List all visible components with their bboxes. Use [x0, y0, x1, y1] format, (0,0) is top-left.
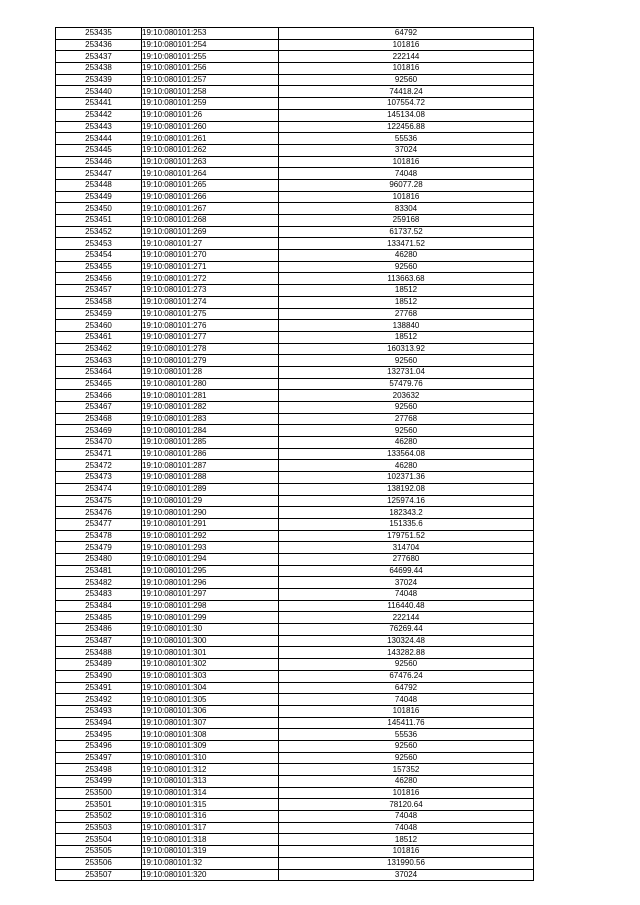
cadastral-code-cell: 19:10:080101:286 — [142, 448, 279, 460]
value-cell: 101816 — [279, 705, 534, 717]
row-id-cell: 253460 — [56, 320, 142, 332]
cadastral-code-cell: 19:10:080101:269 — [142, 226, 279, 238]
row-id-cell: 253495 — [56, 729, 142, 741]
table-row — [56, 63, 534, 75]
table-body — [56, 28, 534, 881]
table-row — [56, 203, 534, 215]
table-row — [56, 483, 534, 495]
cadastral-code-cell: 19:10:080101:314 — [142, 787, 279, 799]
cadastral-code-cell: 19:10:080101:285 — [142, 437, 279, 449]
table-row — [56, 355, 534, 367]
cadastral-code-cell: 19:10:080101:305 — [142, 694, 279, 706]
value-cell: 203632 — [279, 390, 534, 402]
value-cell: 101816 — [279, 191, 534, 203]
table-row — [56, 717, 534, 729]
table-row — [56, 250, 534, 262]
table-row — [56, 869, 534, 881]
cadastral-code-cell: 19:10:080101:273 — [142, 285, 279, 297]
table-row — [56, 437, 534, 449]
cadastral-code-cell: 19:10:080101:258 — [142, 86, 279, 98]
table-row — [56, 331, 534, 343]
table-row — [56, 191, 534, 203]
row-id-cell: 253458 — [56, 296, 142, 308]
cadastral-code-cell: 19:10:080101:253 — [142, 28, 279, 40]
value-cell: 107554.72 — [279, 98, 534, 110]
row-id-cell: 253459 — [56, 308, 142, 320]
value-cell: 277680 — [279, 553, 534, 565]
value-cell: 222144 — [279, 51, 534, 63]
cadastral-code-cell: 19:10:080101:302 — [142, 659, 279, 671]
value-cell: 76269.44 — [279, 624, 534, 636]
table-row — [56, 647, 534, 659]
table-row — [56, 168, 534, 180]
table-row — [56, 822, 534, 834]
row-id-cell: 253468 — [56, 413, 142, 425]
value-cell: 55536 — [279, 133, 534, 145]
table-row — [56, 518, 534, 530]
value-cell: 132731.04 — [279, 366, 534, 378]
row-id-cell: 253451 — [56, 215, 142, 227]
row-id-cell: 253491 — [56, 682, 142, 694]
table-row — [56, 776, 534, 788]
table-row — [56, 635, 534, 647]
row-id-cell: 253450 — [56, 203, 142, 215]
value-cell: 314704 — [279, 542, 534, 554]
cadastral-code-cell: 19:10:080101:306 — [142, 705, 279, 717]
value-cell: 131990.56 — [279, 857, 534, 869]
value-cell: 74048 — [279, 811, 534, 823]
value-cell: 92560 — [279, 74, 534, 86]
cadastral-code-cell: 19:10:080101:262 — [142, 144, 279, 156]
cadastral-code-cell: 19:10:080101:30 — [142, 624, 279, 636]
cadastral-code-cell: 19:10:080101:259 — [142, 98, 279, 110]
cadastral-code-cell: 19:10:080101:288 — [142, 472, 279, 484]
row-id-cell: 253493 — [56, 705, 142, 717]
cadastral-code-cell: 19:10:080101:300 — [142, 635, 279, 647]
value-cell: 83304 — [279, 203, 534, 215]
cadastral-code-cell: 19:10:080101:277 — [142, 331, 279, 343]
row-id-cell: 253438 — [56, 63, 142, 75]
value-cell: 92560 — [279, 659, 534, 671]
table-row — [56, 285, 534, 297]
cadastral-code-cell: 19:10:080101:268 — [142, 215, 279, 227]
table-row — [56, 121, 534, 133]
cadastral-code-cell: 19:10:080101:282 — [142, 402, 279, 414]
row-id-cell: 253490 — [56, 670, 142, 682]
value-cell: 101816 — [279, 156, 534, 168]
table-row — [56, 577, 534, 589]
table-row — [56, 109, 534, 121]
cadastral-code-cell: 19:10:080101:254 — [142, 39, 279, 51]
value-cell: 102371.36 — [279, 472, 534, 484]
cadastral-code-cell: 19:10:080101:272 — [142, 273, 279, 285]
value-cell: 18512 — [279, 834, 534, 846]
row-id-cell: 253440 — [56, 86, 142, 98]
cadastral-code-cell: 19:10:080101:289 — [142, 483, 279, 495]
row-id-cell: 253445 — [56, 144, 142, 156]
table-row — [56, 553, 534, 565]
cadastral-code-cell: 19:10:080101:310 — [142, 752, 279, 764]
cadastral-code-cell: 19:10:080101:318 — [142, 834, 279, 846]
row-id-cell: 253496 — [56, 740, 142, 752]
table-row — [56, 764, 534, 776]
cadastral-code-cell: 19:10:080101:281 — [142, 390, 279, 402]
table-row — [56, 320, 534, 332]
value-cell: 37024 — [279, 577, 534, 589]
row-id-cell: 253457 — [56, 285, 142, 297]
row-id-cell: 253503 — [56, 822, 142, 834]
cadastral-code-cell: 19:10:080101:284 — [142, 425, 279, 437]
row-id-cell: 253436 — [56, 39, 142, 51]
table-row — [56, 694, 534, 706]
row-id-cell: 253471 — [56, 448, 142, 460]
cadastral-code-cell: 19:10:080101:299 — [142, 612, 279, 624]
cadastral-code-cell: 19:10:080101:312 — [142, 764, 279, 776]
table-row — [56, 799, 534, 811]
value-cell: 101816 — [279, 846, 534, 858]
value-cell: 61737.52 — [279, 226, 534, 238]
table-row — [56, 261, 534, 273]
row-id-cell: 253485 — [56, 612, 142, 624]
cadastral-code-cell: 19:10:080101:29 — [142, 495, 279, 507]
table-row — [56, 402, 534, 414]
table-row — [56, 238, 534, 250]
cadastral-code-cell: 19:10:080101:28 — [142, 366, 279, 378]
value-cell: 145411.76 — [279, 717, 534, 729]
cadastral-code-cell: 19:10:080101:278 — [142, 343, 279, 355]
row-id-cell: 253446 — [56, 156, 142, 168]
cadastral-code-cell: 19:10:080101:280 — [142, 378, 279, 390]
value-cell: 78120.64 — [279, 799, 534, 811]
cadastral-code-cell: 19:10:080101:287 — [142, 460, 279, 472]
table-row — [56, 98, 534, 110]
cadastral-code-cell: 19:10:080101:257 — [142, 74, 279, 86]
table-row — [56, 343, 534, 355]
value-cell: 18512 — [279, 331, 534, 343]
row-id-cell: 253465 — [56, 378, 142, 390]
table-row — [56, 589, 534, 601]
cadastral-code-cell: 19:10:080101:32 — [142, 857, 279, 869]
row-id-cell: 253506 — [56, 857, 142, 869]
row-id-cell: 253467 — [56, 402, 142, 414]
cadastral-code-cell: 19:10:080101:260 — [142, 121, 279, 133]
value-cell: 133471.52 — [279, 238, 534, 250]
table-row — [56, 308, 534, 320]
row-id-cell: 253494 — [56, 717, 142, 729]
cadastral-code-cell: 19:10:080101:313 — [142, 776, 279, 788]
cadastral-code-cell: 19:10:080101:265 — [142, 179, 279, 191]
row-id-cell: 253497 — [56, 752, 142, 764]
cadastral-code-cell: 19:10:080101:301 — [142, 647, 279, 659]
row-id-cell: 253480 — [56, 553, 142, 565]
cadastral-code-cell: 19:10:080101:294 — [142, 553, 279, 565]
value-cell: 130324.48 — [279, 635, 534, 647]
value-cell: 259168 — [279, 215, 534, 227]
value-cell: 160313.92 — [279, 343, 534, 355]
row-id-cell: 253456 — [56, 273, 142, 285]
cadastral-code-cell: 19:10:080101:293 — [142, 542, 279, 554]
value-cell: 67476.24 — [279, 670, 534, 682]
cadastral-code-cell: 19:10:080101:261 — [142, 133, 279, 145]
row-id-cell: 253464 — [56, 366, 142, 378]
value-cell: 57479.76 — [279, 378, 534, 390]
value-cell: 92560 — [279, 752, 534, 764]
table-row — [56, 144, 534, 156]
row-id-cell: 253476 — [56, 507, 142, 519]
row-id-cell: 253492 — [56, 694, 142, 706]
value-cell: 151335.6 — [279, 518, 534, 530]
cadastral-code-cell: 19:10:080101:290 — [142, 507, 279, 519]
row-id-cell: 253505 — [56, 846, 142, 858]
cadastral-code-cell: 19:10:080101:267 — [142, 203, 279, 215]
value-cell: 125974.16 — [279, 495, 534, 507]
row-id-cell: 253479 — [56, 542, 142, 554]
table-row — [56, 705, 534, 717]
table-row — [56, 811, 534, 823]
value-cell: 96077.28 — [279, 179, 534, 191]
cadastral-code-cell: 19:10:080101:270 — [142, 250, 279, 262]
row-id-cell: 253500 — [56, 787, 142, 799]
cadastral-code-cell: 19:10:080101:307 — [142, 717, 279, 729]
cadastral-code-cell: 19:10:080101:279 — [142, 355, 279, 367]
value-cell: 157352 — [279, 764, 534, 776]
row-id-cell: 253448 — [56, 179, 142, 191]
value-cell: 27768 — [279, 308, 534, 320]
cadastral-code-cell: 19:10:080101:296 — [142, 577, 279, 589]
table-row — [56, 682, 534, 694]
table-row — [56, 226, 534, 238]
row-id-cell: 253504 — [56, 834, 142, 846]
row-id-cell: 253481 — [56, 565, 142, 577]
value-cell: 143282.88 — [279, 647, 534, 659]
row-id-cell: 253478 — [56, 530, 142, 542]
cadastral-code-cell: 19:10:080101:303 — [142, 670, 279, 682]
table-row — [56, 51, 534, 63]
value-cell: 92560 — [279, 740, 534, 752]
value-cell: 182343.2 — [279, 507, 534, 519]
row-id-cell: 253469 — [56, 425, 142, 437]
cadastral-code-cell: 19:10:080101:316 — [142, 811, 279, 823]
row-id-cell: 253473 — [56, 472, 142, 484]
row-id-cell: 253484 — [56, 600, 142, 612]
table-row — [56, 834, 534, 846]
row-id-cell: 253470 — [56, 437, 142, 449]
value-cell: 37024 — [279, 144, 534, 156]
table-row — [56, 39, 534, 51]
row-id-cell: 253472 — [56, 460, 142, 472]
table-row — [56, 530, 534, 542]
row-id-cell: 253466 — [56, 390, 142, 402]
cadastral-code-cell: 19:10:080101:274 — [142, 296, 279, 308]
table-row — [56, 460, 534, 472]
table-row — [56, 378, 534, 390]
value-cell: 145134.08 — [279, 109, 534, 121]
row-id-cell: 253501 — [56, 799, 142, 811]
cadastral-code-cell: 19:10:080101:315 — [142, 799, 279, 811]
value-cell: 46280 — [279, 437, 534, 449]
cadastral-code-cell: 19:10:080101:297 — [142, 589, 279, 601]
table-row — [56, 729, 534, 741]
row-id-cell: 253437 — [56, 51, 142, 63]
cadastral-code-cell: 19:10:080101:26 — [142, 109, 279, 121]
table-row — [56, 752, 534, 764]
table-row — [56, 74, 534, 86]
cadastral-code-cell: 19:10:080101:264 — [142, 168, 279, 180]
table-row — [56, 472, 534, 484]
value-cell: 113663.68 — [279, 273, 534, 285]
cadastral-code-cell: 19:10:080101:308 — [142, 729, 279, 741]
value-cell: 222144 — [279, 612, 534, 624]
row-id-cell: 253435 — [56, 28, 142, 40]
cadastral-code-cell: 19:10:080101:304 — [142, 682, 279, 694]
value-cell: 74048 — [279, 168, 534, 180]
table-row — [56, 413, 534, 425]
value-cell: 46280 — [279, 250, 534, 262]
value-cell: 64792 — [279, 28, 534, 40]
row-id-cell: 253453 — [56, 238, 142, 250]
cadastral-code-cell: 19:10:080101:309 — [142, 740, 279, 752]
cadastral-code-cell: 19:10:080101:276 — [142, 320, 279, 332]
cadastral-code-cell: 19:10:080101:255 — [142, 51, 279, 63]
value-cell: 122456.88 — [279, 121, 534, 133]
cadastral-code-cell: 19:10:080101:263 — [142, 156, 279, 168]
row-id-cell: 253443 — [56, 121, 142, 133]
row-id-cell: 253482 — [56, 577, 142, 589]
table-row — [56, 787, 534, 799]
table-row — [56, 846, 534, 858]
value-cell: 37024 — [279, 869, 534, 881]
value-cell: 138840 — [279, 320, 534, 332]
value-cell: 18512 — [279, 285, 534, 297]
value-cell: 92560 — [279, 402, 534, 414]
value-cell: 138192.08 — [279, 483, 534, 495]
row-id-cell: 253444 — [56, 133, 142, 145]
row-id-cell: 253452 — [56, 226, 142, 238]
cadastral-code-cell: 19:10:080101:27 — [142, 238, 279, 250]
table-row — [56, 133, 534, 145]
value-cell: 46280 — [279, 460, 534, 472]
table-row — [56, 215, 534, 227]
cadastral-code-cell: 19:10:080101:298 — [142, 600, 279, 612]
value-cell: 116440.48 — [279, 600, 534, 612]
row-id-cell: 253461 — [56, 331, 142, 343]
row-id-cell: 253442 — [56, 109, 142, 121]
table-row — [56, 565, 534, 577]
cadastral-code-cell: 19:10:080101:320 — [142, 869, 279, 881]
cadastral-code-cell: 19:10:080101:266 — [142, 191, 279, 203]
row-id-cell: 253462 — [56, 343, 142, 355]
row-id-cell: 253486 — [56, 624, 142, 636]
row-id-cell: 253502 — [56, 811, 142, 823]
value-cell: 64792 — [279, 682, 534, 694]
value-cell: 101816 — [279, 39, 534, 51]
table-row — [56, 273, 534, 285]
cadastral-code-cell: 19:10:080101:283 — [142, 413, 279, 425]
value-cell: 55536 — [279, 729, 534, 741]
cadastral-code-cell: 19:10:080101:275 — [142, 308, 279, 320]
value-cell: 133564.08 — [279, 448, 534, 460]
row-id-cell: 253507 — [56, 869, 142, 881]
row-id-cell: 253454 — [56, 250, 142, 262]
table-row — [56, 179, 534, 191]
data-table — [55, 27, 534, 881]
table-row — [56, 507, 534, 519]
row-id-cell: 253498 — [56, 764, 142, 776]
value-cell: 74418.24 — [279, 86, 534, 98]
value-cell: 92560 — [279, 355, 534, 367]
value-cell: 64699.44 — [279, 565, 534, 577]
row-id-cell: 253455 — [56, 261, 142, 273]
row-id-cell: 253463 — [56, 355, 142, 367]
cadastral-code-cell: 19:10:080101:256 — [142, 63, 279, 75]
value-cell: 46280 — [279, 776, 534, 788]
cadastral-code-cell: 19:10:080101:292 — [142, 530, 279, 542]
row-id-cell: 253489 — [56, 659, 142, 671]
cadastral-code-cell: 19:10:080101:291 — [142, 518, 279, 530]
value-cell: 179751.52 — [279, 530, 534, 542]
value-cell: 27768 — [279, 413, 534, 425]
table-row — [56, 86, 534, 98]
row-id-cell: 253477 — [56, 518, 142, 530]
table-row — [56, 612, 534, 624]
table-row — [56, 366, 534, 378]
value-cell: 74048 — [279, 822, 534, 834]
value-cell: 92560 — [279, 261, 534, 273]
table-row — [56, 670, 534, 682]
table-row — [56, 296, 534, 308]
row-id-cell: 253447 — [56, 168, 142, 180]
row-id-cell: 253483 — [56, 589, 142, 601]
row-id-cell: 253441 — [56, 98, 142, 110]
row-id-cell: 253449 — [56, 191, 142, 203]
table-row — [56, 857, 534, 869]
cadastral-code-cell: 19:10:080101:271 — [142, 261, 279, 273]
table-row — [56, 659, 534, 671]
table-row — [56, 425, 534, 437]
cadastral-code-cell: 19:10:080101:319 — [142, 846, 279, 858]
table-row — [56, 390, 534, 402]
row-id-cell: 253475 — [56, 495, 142, 507]
row-id-cell: 253439 — [56, 74, 142, 86]
table-row — [56, 28, 534, 40]
value-cell: 74048 — [279, 694, 534, 706]
table-row — [56, 495, 534, 507]
table-row — [56, 600, 534, 612]
value-cell: 101816 — [279, 787, 534, 799]
cadastral-code-cell: 19:10:080101:317 — [142, 822, 279, 834]
table-row — [56, 156, 534, 168]
value-cell: 18512 — [279, 296, 534, 308]
row-id-cell: 253499 — [56, 776, 142, 788]
table-row — [56, 624, 534, 636]
value-cell: 101816 — [279, 63, 534, 75]
value-cell: 92560 — [279, 425, 534, 437]
row-id-cell: 253488 — [56, 647, 142, 659]
row-id-cell: 253474 — [56, 483, 142, 495]
value-cell: 74048 — [279, 589, 534, 601]
table-row — [56, 448, 534, 460]
row-id-cell: 253487 — [56, 635, 142, 647]
table-row — [56, 542, 534, 554]
table-row — [56, 740, 534, 752]
cadastral-code-cell: 19:10:080101:295 — [142, 565, 279, 577]
